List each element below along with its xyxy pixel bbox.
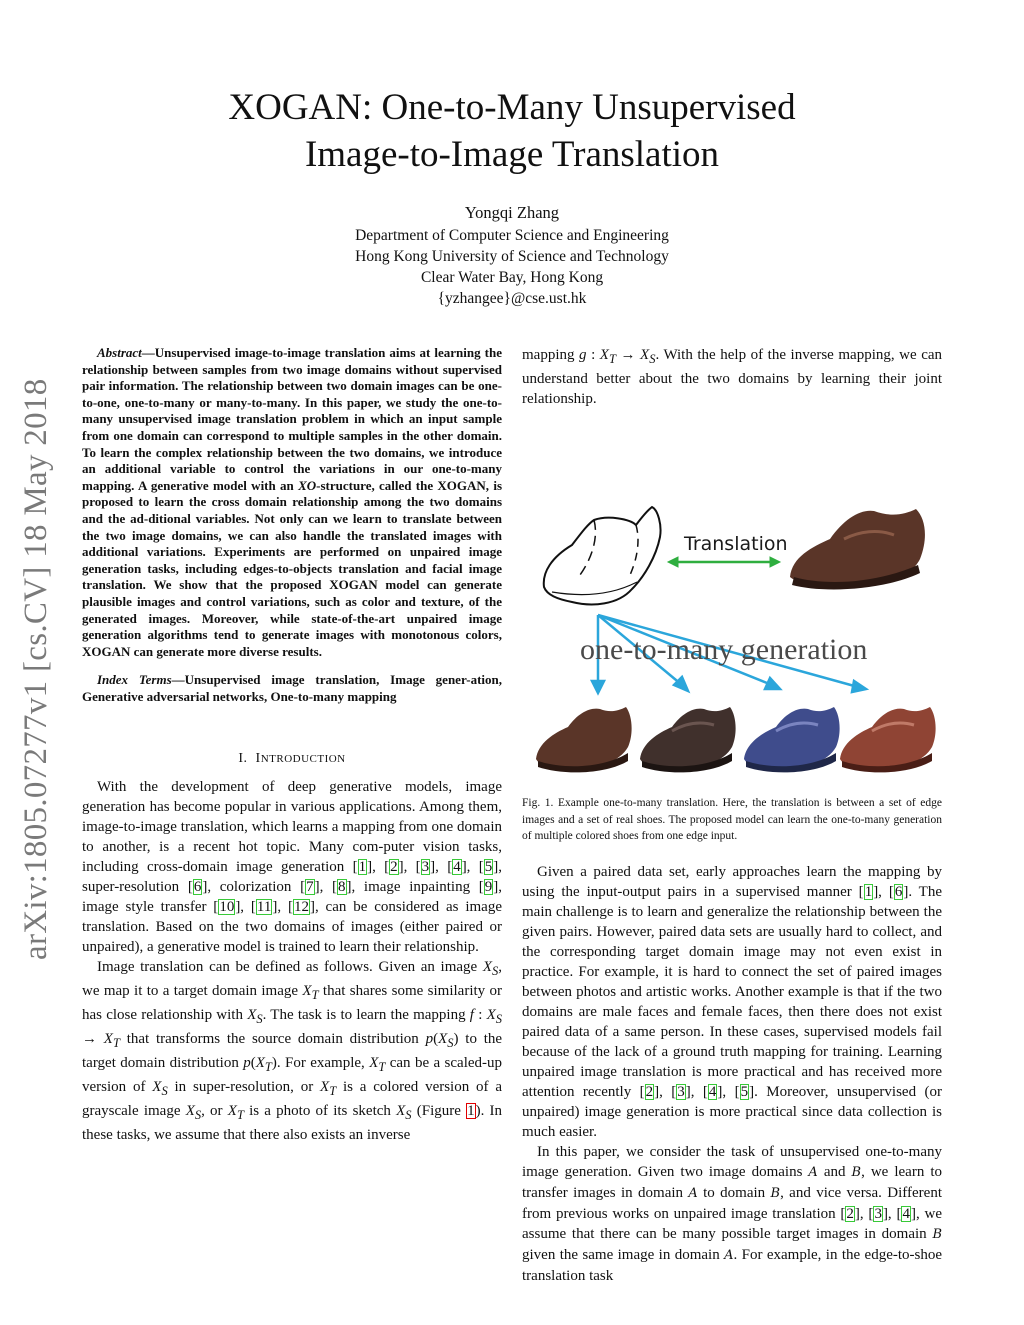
citation-link[interactable]: 5 — [484, 859, 493, 876]
target-brown-shoe — [790, 509, 925, 589]
figure-caption: Fig. 1. Example one-to-many translation. Here, the translation is between a set of edge images and a set of real shoes. The proposed model can learn the one-to-many generation of multiple colored shoes from one edge input. — [522, 797, 942, 842]
abstract-label: Abstract — [97, 345, 142, 360]
citation-link[interactable]: 2 — [390, 859, 398, 876]
citation-link[interactable]: 3 — [677, 1083, 685, 1100]
translation-label: Translation — [684, 533, 788, 555]
affiliation-line: Department of Computer Science and Engineering — [355, 227, 669, 244]
citation-link[interactable]: 9 — [484, 879, 493, 896]
translation-arrow — [668, 557, 780, 567]
edge-shoe-sketch — [544, 507, 661, 604]
title-line-1: XOGAN: One-to-Many Unsupervised — [228, 87, 796, 128]
citation-link[interactable]: 4 — [902, 1205, 910, 1222]
citation-link[interactable]: 1 — [864, 883, 873, 900]
index-terms-text: Unsupervised image translation, Image gener-ation, Generative adversarial networks, One-to-many mapping — [82, 672, 502, 704]
citation-link[interactable]: 6 — [193, 879, 202, 896]
figure-link[interactable]: 1 — [467, 1103, 475, 1120]
abstract-xo: XO — [298, 477, 317, 493]
citation-link[interactable]: 2 — [645, 1083, 654, 1100]
citation-link[interactable]: 3 — [421, 859, 430, 876]
abstract-text-2: -structure, called the XOGAN, is proposed to learn the cross domain relationship among the two domains and the ad-ditional variables. Not only can we learn to translate between the two image domains, we can also handle the translated images with additional variations. Experiments are performed on unpaired image generation tasks, including edges-to-objects translation and facial image translation. We show that the proposed XOGAN model can generate plausible images and control variations, such as color and texture, of the generated images. Moreover, while state-of-the-art unpaired image generation algorithms tend to generate images with monotonous colors, XOGAN can generate more diverse results. — [82, 477, 503, 659]
intro-body — [82, 777, 502, 1145]
author-block — [0, 202, 1024, 309]
author-name: Yongqi Zhang — [464, 203, 560, 222]
left-column — [82, 345, 502, 1145]
abstract: Abstract—Unsupervised image-to-image translation aims at learning the relationship between samples from two image domains without supervised pair information. The relationship between two domain images can be one-to-one, one-to-many or many-to-many. In this paper, we study the one-to-many unsupervised image translation problem in which an input sample from one domain can correspond to multiple samples in the other domain. To learn the complex relationship between the two domains, we introduce an additional variable to control the variations in our one-to-many mapping. A generative model with an XO-structure, called the XOGAN, is proposed to learn the cross domain relationship among the two domains and the ad-ditional variables. Not only can we learn to translate between the two image domains, we can also handle the translated images with additional variations. Experiments are performed on unpaired image generation tasks, including edges-to-objects translation and facial image translation. We show that the proposed XOGAN model can generate plausible images and control variations, such as color and texture, of the generated images. Moreover, while state-of-the-art unpaired image generation algorithms tend to generate images with monotonous colors, XOGAN can generate more diverse results. Index Terms—Unsupervised image translation, Image gener-ation, Generative adversarial networks, One-to-many mapping — [82, 345, 503, 704]
arxiv-stamp: arXiv:1805.07277v1 [cs.CV] 18 May 2018 — [18, 378, 54, 960]
citation-link[interactable]: 6 — [894, 883, 903, 900]
affiliation-line: Clear Water Bay, Hong Kong — [420, 269, 604, 286]
author-email: {yzhangee}@cse.ust.hk — [437, 290, 587, 307]
intro-paragraph-2: Image translation can be defined as follows. Given an image $X_S$, we map it to a target domain image $X_T$ that shares some similarity or has close relationship with $X_S$. The task is to learn the mapping f : $X_S \to X_T$ that transforms the source domain distribution $p(X_S)$ to the target domain distribution $p(X_T)$. For example, $X_T$ can be a scaled-up version of $X_S$ in super-resolution, or $X_T$ is a colored version of a grayscale image $X_S$, or $X_T$ is a photo of its sketch $X_S$ (Figure 1). In these tasks, we assume that there also exists an inverse — [82, 959, 503, 1144]
affiliation-line: Hong Kong University of Science and Technology — [355, 248, 669, 265]
citation-link[interactable]: 12 — [293, 899, 309, 916]
citation-link[interactable]: 5 — [740, 1083, 749, 1100]
abstract-text: Unsupervised image-to-image translation aims at learning the relationship between samples from two image domains without supervised pair information. The relationship between two domain images can be one-to-one, one-to-many or many-to-many. In this paper, we study the one-to-many unsupervised image translation problem in which an input sample from one domain can correspond to multiple samples in the other domain. To learn the complex relationship between the two domains, we introduce an additional variable to control the variations in our one-to-many mapping. A generative model with an — [82, 345, 502, 493]
citation-link[interactable]: 2 — [846, 1205, 854, 1222]
generated-shoe-blue — [744, 707, 840, 772]
figure-1 — [522, 427, 942, 697]
index-terms-label: Index Terms — [97, 672, 172, 688]
citation-link[interactable]: 4 — [453, 859, 461, 876]
paper-title — [0, 84, 1024, 178]
right-column — [522, 345, 942, 1286]
generation-label: one-to-many generation — [580, 633, 868, 666]
generated-shoe-red — [840, 707, 936, 772]
intro-paragraph-1: With the development of deep generative models, image generation has become popular in various applications. Among them, image-to-image translation, which learns a mapping from one domain to another, is a recent hot topic. Many com-puter vision tasks, including cross-domain image generation [1], [2], [3], [4], [5], super-resolution [6], colorization [7], [8], image inpainting [9], image style transfer [10], [11], [12], can be considered as image translation. Based on the two domains of images (either paired or unpaired), a generative model is trained to learn their relationship. — [82, 779, 503, 956]
generated-shoe-dark — [640, 707, 736, 772]
citation-link[interactable]: 10 — [219, 899, 235, 916]
citation-link[interactable]: 1 — [358, 859, 367, 876]
citation-link[interactable]: 7 — [306, 879, 314, 896]
citation-link[interactable]: 4 — [708, 1083, 717, 1100]
generated-shoe-brown — [536, 707, 632, 772]
right-paragraph-2: In this paper, we consider the task of unsupervised one-to-many image generation. Given two image domains A and B, we learn to transfer images in domain A to domain B, and vice versa. Different from previous works on unpaired image translation [2], [3], [4], we assume that there can be many possible target images in domain B given the same image in domain A. For example, in the edge-to-shoe translation task — [522, 1143, 943, 1284]
generated-shoes-row — [522, 691, 942, 781]
right-paragraph-0: mapping g : $X_T \to X_S$. With the help of the inverse mapping, we can understand better about the two domains by learning their joint relationship. — [522, 347, 943, 407]
section-heading: I. INTRODUCTION — [238, 751, 346, 767]
citation-link[interactable]: 11 — [256, 899, 272, 916]
right-body — [522, 862, 942, 1286]
right-paragraph-1: Given a paired data set, early approaches learn the mapping by using the input-output pairs in a supervised manner [1], [6]. The main challenge is to learn and generalize the relationship between the given pairs. However, paired data sets are usually hard to collect, and the corresponding target domain image may not even exist in practice. For example, it is hard to connect the set of paired images between photos and artistic works. Another example is that if the two domains are male faces and female faces, then there does not exist paired data of a same person. In these cases, supervised models fail because of the lack of a ground truth mapping for training. Learning unpaired image translation is more practical and has received more attention recently [2], [3], [4], [5]. Moreover, unsupervised (or unpaired) image generation is more practical since data collection is much easier. — [522, 863, 942, 1140]
title-line-2: Image-to-Image Translation — [304, 134, 720, 175]
citation-link[interactable]: 8 — [338, 879, 346, 896]
citation-link[interactable]: 3 — [874, 1205, 882, 1222]
